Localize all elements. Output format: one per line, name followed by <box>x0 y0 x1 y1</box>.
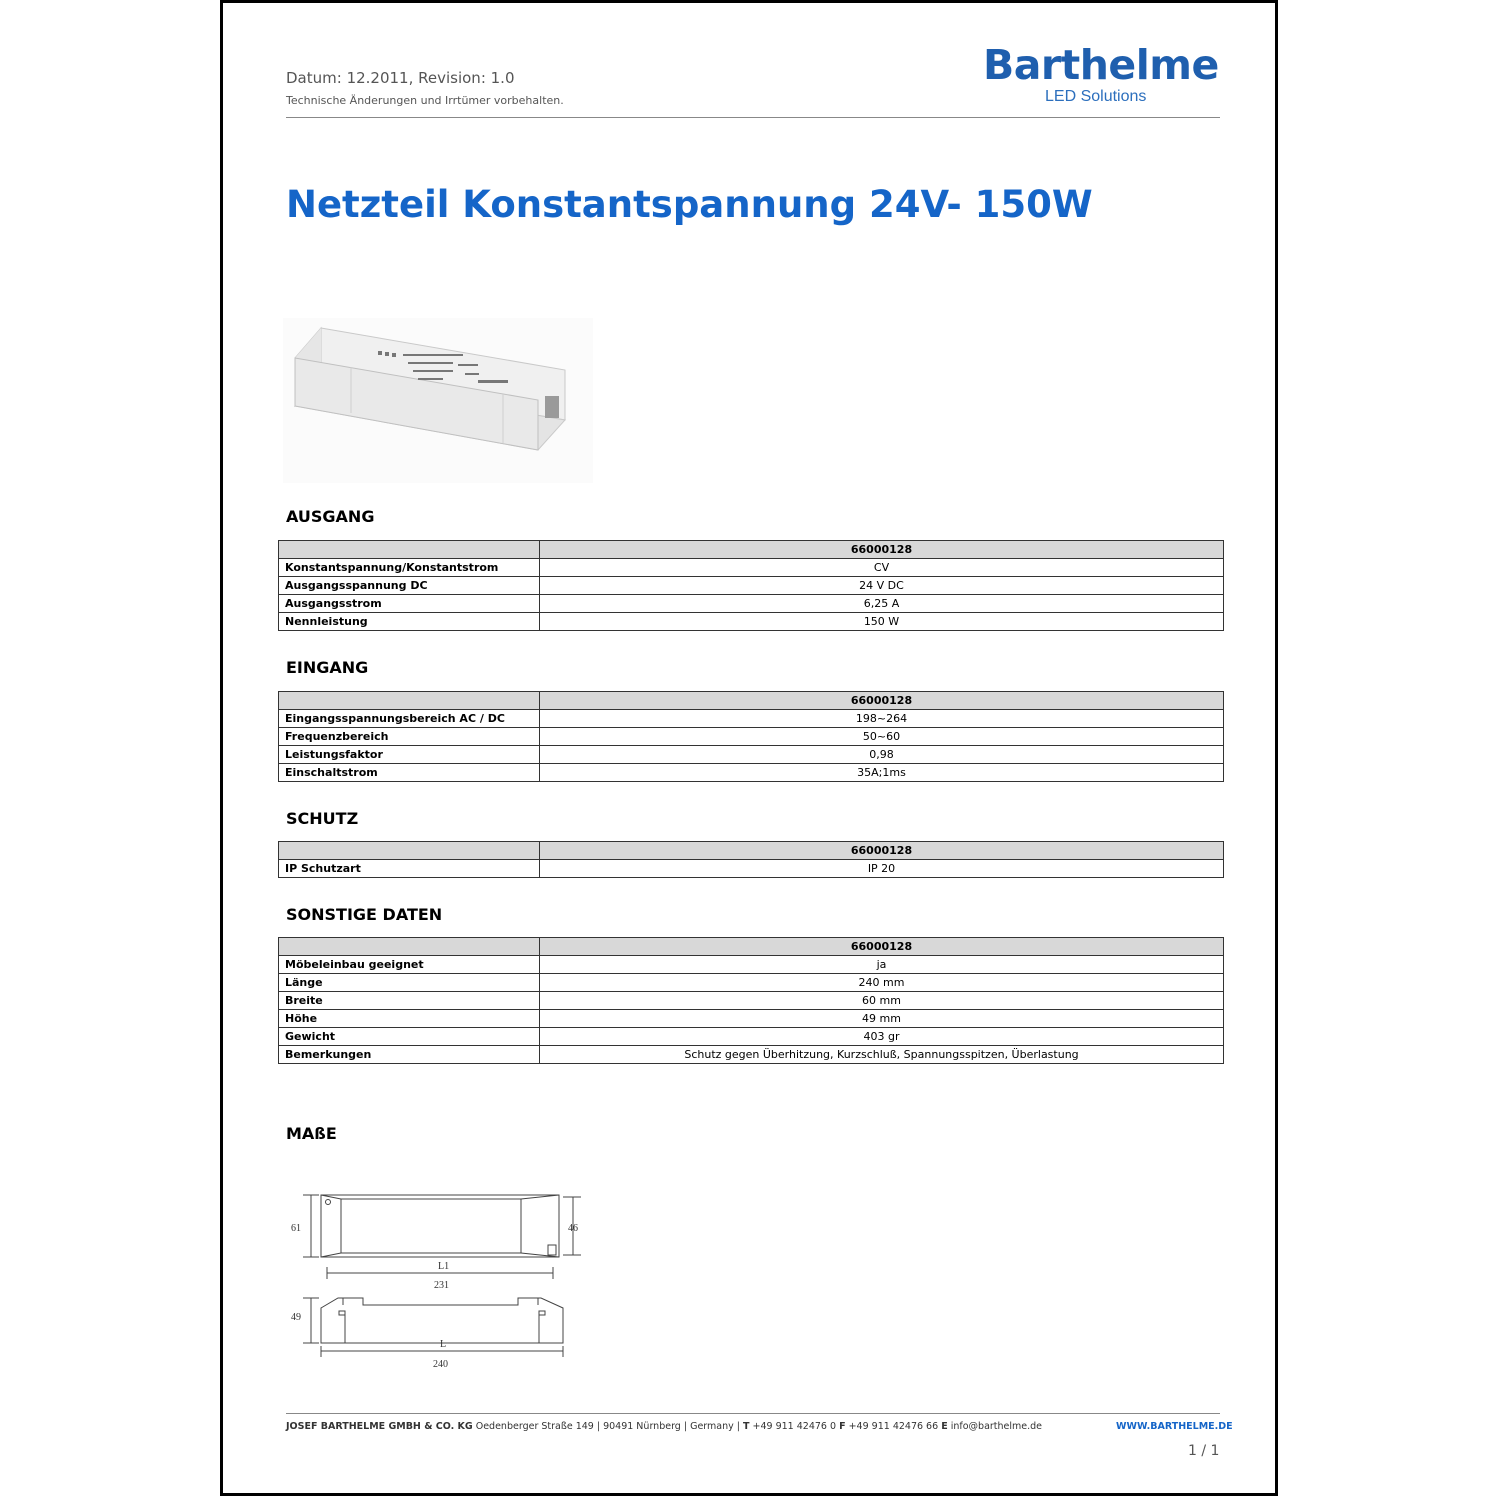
dim-label-l1: L1 <box>438 1261 450 1272</box>
table-sonstige <box>278 937 1224 1064</box>
table-row <box>279 577 1224 595</box>
footer-e-label: E <box>941 1421 948 1432</box>
date-revision: Datum: 12.2011, Revision: 1.0 <box>286 69 515 87</box>
table-header-empty <box>279 842 540 860</box>
table-header-row <box>279 842 1224 860</box>
table-row <box>279 860 1224 878</box>
section-heading-sonstige: SONSTIGE DATEN <box>286 905 443 924</box>
dim-label-side-height: 49 <box>291 1312 301 1323</box>
row-label: Ausgangsstrom <box>279 595 540 613</box>
table-column-article: 66000128 <box>540 692 1224 710</box>
table-row <box>279 559 1224 577</box>
table-row <box>279 1028 1224 1046</box>
row-label: Länge <box>279 974 540 992</box>
dim-label-height-right: 46 <box>568 1223 578 1234</box>
row-value: Schutz gegen Überhitzung, Kurzschluß, Spannungsspitzen, Überlastung <box>540 1046 1224 1064</box>
table-row <box>279 974 1224 992</box>
table-row <box>279 728 1224 746</box>
table-row <box>279 595 1224 613</box>
table-header-empty <box>279 938 540 956</box>
dim-label-l: L <box>440 1339 447 1350</box>
row-value: 35A;1ms <box>540 764 1224 782</box>
table-row <box>279 764 1224 782</box>
table-column-article: 66000128 <box>540 842 1224 860</box>
table-header-empty <box>279 692 540 710</box>
row-value: 240 mm <box>540 974 1224 992</box>
table-row <box>279 710 1224 728</box>
table-schutz <box>278 841 1224 878</box>
section-heading-eingang: EINGANG <box>286 658 369 677</box>
table-header-row <box>279 938 1224 956</box>
row-label: Breite <box>279 992 540 1010</box>
row-value: 198~264 <box>540 710 1224 728</box>
table-header-row <box>279 541 1224 559</box>
datasheet-page <box>220 0 1278 1496</box>
table-header-empty <box>279 541 540 559</box>
row-label: Konstantspannung/Konstantstrom <box>279 559 540 577</box>
dim-label-l-value: 240 <box>433 1359 448 1370</box>
row-label: Möbeleinbau geeignet <box>279 956 540 974</box>
footer-fax: +49 911 42476 66 <box>848 1421 939 1432</box>
table-ausgang <box>278 540 1224 631</box>
row-value: IP 20 <box>540 860 1224 878</box>
table-eingang <box>278 691 1224 782</box>
footer-company: JOSEF BARTHELME GMBH & CO. KG <box>286 1421 473 1432</box>
row-value: 60 mm <box>540 992 1224 1010</box>
section-heading-schutz: SCHUTZ <box>286 809 359 828</box>
footer-t-label: T <box>743 1421 750 1432</box>
row-value: CV <box>540 559 1224 577</box>
table-row <box>279 1046 1224 1064</box>
row-label: Gewicht <box>279 1028 540 1046</box>
section-heading-ausgang: AUSGANG <box>286 507 375 526</box>
footer-company-info: JOSEF BARTHELME GMBH & CO. KG Oedenberger Straße 149 | 90491 Nürnberg | Germany | T +49 911 42476 0 F +49 911 42476 66 E info@barthelme.de <box>286 1421 1043 1432</box>
product-photo <box>283 318 593 483</box>
disclaimer-note: Technische Änderungen und Irrtümer vorbehalten. <box>286 94 564 107</box>
dimension-drawing <box>283 1183 603 1373</box>
row-label: Frequenzbereich <box>279 728 540 746</box>
table-column-article: 66000128 <box>540 938 1224 956</box>
row-value: 0,98 <box>540 746 1224 764</box>
dim-label-width: 61 <box>291 1223 301 1234</box>
row-value: 49 mm <box>540 1010 1224 1028</box>
dim-label-l1-value: 231 <box>434 1280 449 1291</box>
footer-f-label: F <box>839 1421 846 1432</box>
table-row <box>279 746 1224 764</box>
barthelme-logo: Barthelme <box>983 41 1219 89</box>
row-label: Einschaltstrom <box>279 764 540 782</box>
row-value: 6,25 A <box>540 595 1224 613</box>
table-column-article: 66000128 <box>540 541 1224 559</box>
row-label: Höhe <box>279 1010 540 1028</box>
table-header-row <box>279 692 1224 710</box>
row-value: 403 gr <box>540 1028 1224 1046</box>
footer-website-link[interactable]: WWW.BARTHELME.DE <box>1116 1421 1233 1432</box>
page-title: Netzteil Konstantspannung 24V- 150W <box>286 183 1093 226</box>
table-row <box>279 613 1224 631</box>
row-value: 50~60 <box>540 728 1224 746</box>
table-row <box>279 992 1224 1010</box>
row-label: Leistungsfaktor <box>279 746 540 764</box>
section-heading-masse: MAßE <box>286 1124 337 1143</box>
header-divider <box>286 117 1220 118</box>
row-label: Bemerkungen <box>279 1046 540 1064</box>
row-label: IP Schutzart <box>279 860 540 878</box>
footer-phone: +49 911 42476 0 <box>752 1421 837 1432</box>
page-number: 1 / 1 <box>1188 1443 1220 1459</box>
table-row <box>279 956 1224 974</box>
row-value: 150 W <box>540 613 1224 631</box>
footer-divider <box>286 1413 1220 1414</box>
footer-email: info@barthelme.de <box>950 1421 1043 1432</box>
footer-address: Oedenberger Straße 149 | 90491 Nürnberg | Germany <box>475 1421 734 1432</box>
row-value: ja <box>540 956 1224 974</box>
row-label: Eingangsspannungsbereich AC / DC <box>279 710 540 728</box>
table-row <box>279 1010 1224 1028</box>
logo-subtitle: LED Solutions <box>1045 88 1147 105</box>
row-value: 24 V DC <box>540 577 1224 595</box>
row-label: Ausgangsspannung DC <box>279 577 540 595</box>
row-label: Nennleistung <box>279 613 540 631</box>
